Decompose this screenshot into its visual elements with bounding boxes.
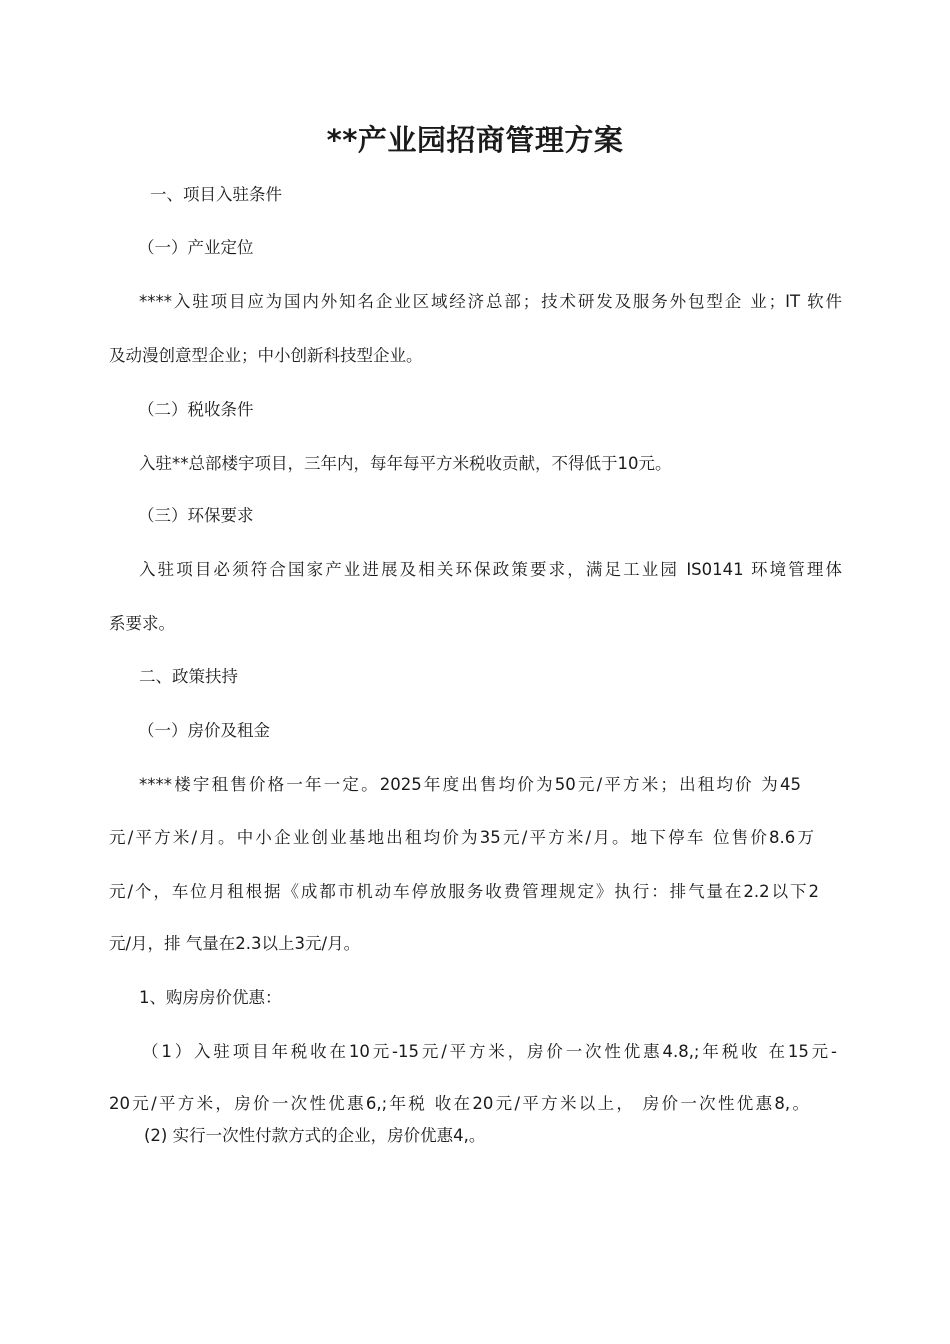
subsection-heading-1-2: （二）税收条件 — [138, 400, 254, 419]
list-item-line: （1）入驻项目年税收在10元-15元/平方米，房价一次性优惠4.8,;年税收 在15元- — [142, 1042, 837, 1061]
list-item-line: 20元/平方米，房价一次性优惠6,;年税 收在20元/平方米以上， 房价一次性优惠8,。 — [109, 1094, 809, 1113]
paragraph-line: ****入驻项目应为国内外知名企业区域经济总部；技术研发及服务外包型企 业；IT 软件 — [139, 292, 842, 311]
subsection-heading-1-1: （一）产业定位 — [138, 238, 254, 257]
document-title: **产业园招商管理方案 — [326, 123, 624, 157]
paragraph-line: 元/月，排 气量在2.3以上3元/月。 — [109, 934, 361, 953]
paragraph-line: 及动漫创意型企业；中小创新科技型企业。 — [109, 346, 423, 365]
paragraph-line: ****楼宇租售价格一年一定。2025年度出售均价为50元/平方米；出租均价 为45 — [139, 775, 801, 794]
paragraph-line: 元/平方米/月。中小企业创业基地出租均价为35元/平方米/月。地下停车 位售价8.6万 — [109, 828, 814, 847]
list-item-line: (2) 实行一次性付款方式的企业，房价优惠4,。 — [144, 1126, 486, 1145]
subsection-heading-2-1: （一）房价及租金 — [138, 721, 270, 740]
section-heading-2: 二、政策扶持 — [139, 667, 238, 686]
paragraph-line: 系要求。 — [109, 614, 175, 633]
subsection-heading-1-3: （三）环保要求 — [138, 506, 254, 525]
paragraph-line: 入驻**总部楼宇项目，三年内，每年每平方米税收贡献，不得低于10元。 — [139, 454, 672, 473]
section-heading-1: 一、项目入驻条件 — [150, 185, 282, 204]
paragraph-line: 入驻项目必须符合国家产业进展及相关环保政策要求，满足工业园 IS0141 环境管理体 — [139, 560, 842, 579]
list-heading: 1、购房房价优惠： — [139, 988, 282, 1007]
paragraph-line: 元/个，车位月租根据《成都市机动车停放服务收费管理规定》执行：排气量在2.2以下2 — [109, 882, 819, 901]
